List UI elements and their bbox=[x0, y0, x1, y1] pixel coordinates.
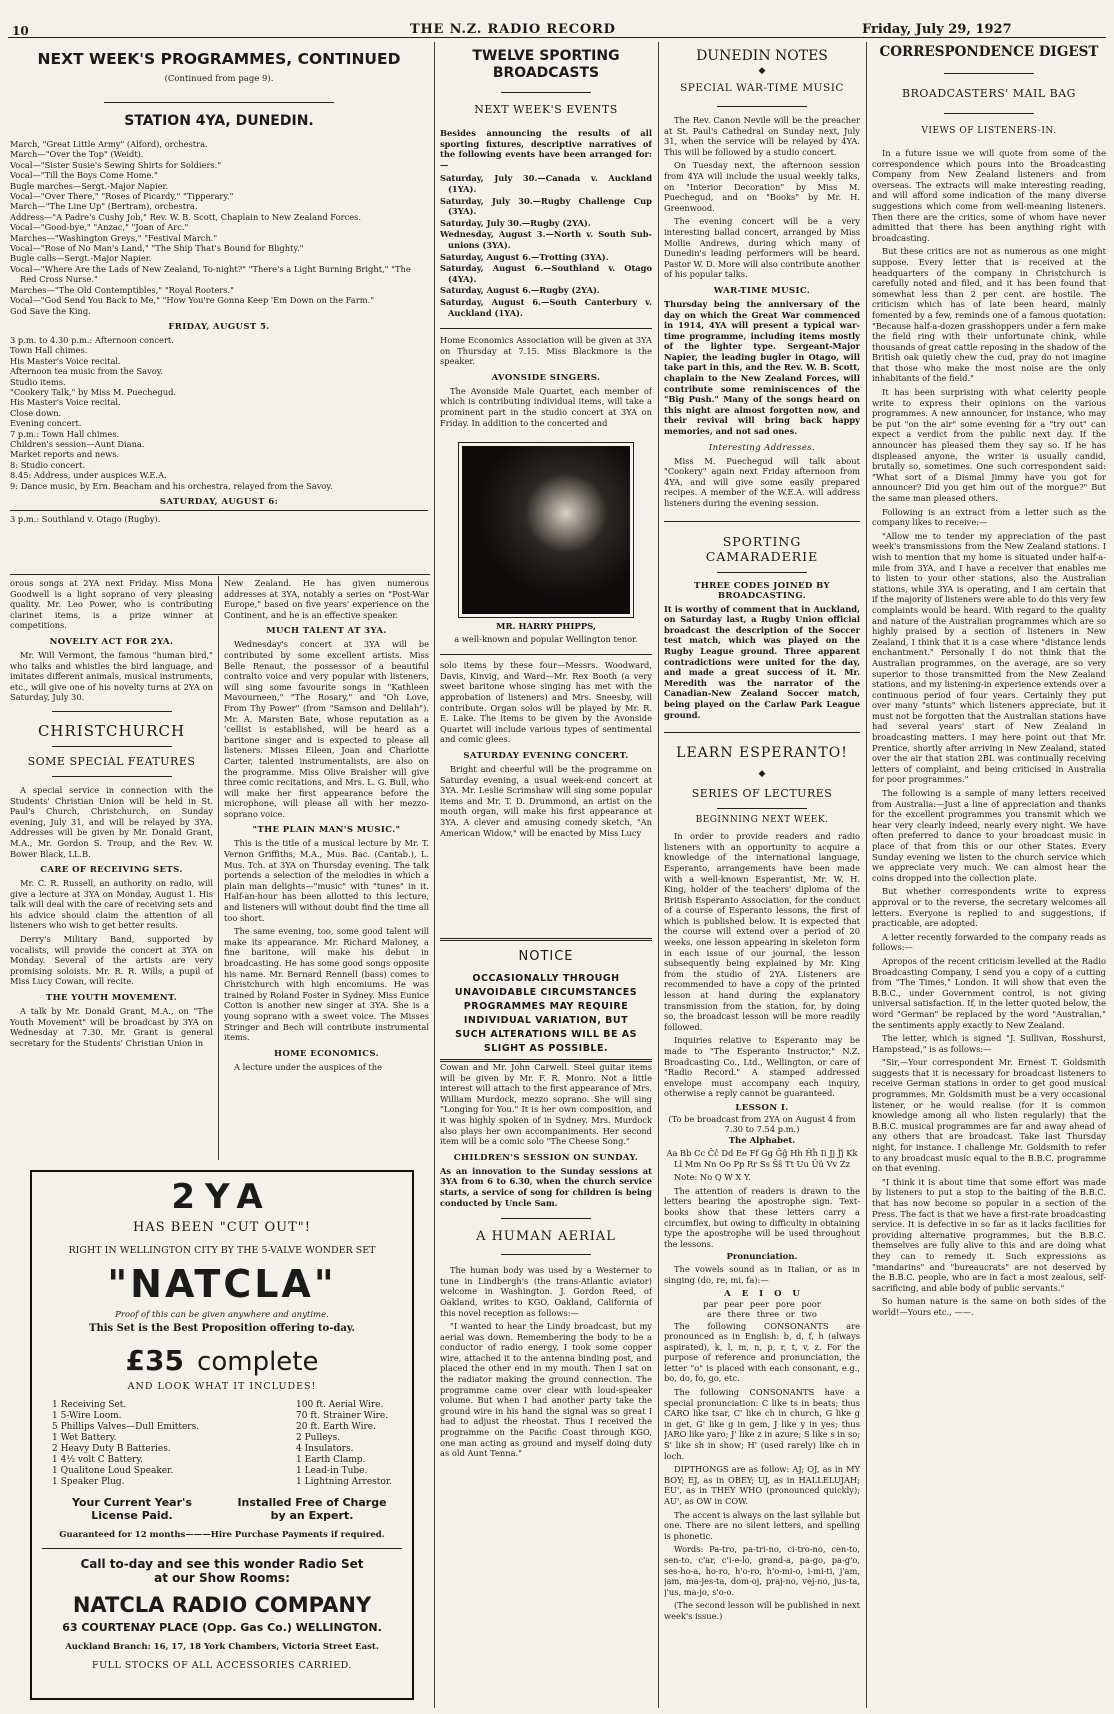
col1b-text: New Zealand. He has given numerous addresses at 3YA, notably a series on "Post-War Europe," based on five years' experience on the Continent, and he is an effective speaker. bbox=[224, 578, 429, 620]
correspondence-heading: CORRESPONDENCE DIGEST bbox=[879, 44, 1099, 60]
ad-item: 1 Lightning Arrestor. bbox=[296, 1477, 392, 1487]
program-line: Vocal—"Where Are the Lads of New Zealand, To-night?" "There's a Light Burning Bright," "The Red Cross Nurse." bbox=[10, 263, 411, 285]
programmes-heading: NEXT WEEK'S PROGRAMMES, CONTINUED bbox=[37, 50, 401, 68]
diphthongs-text: DIPTHONGS are as follow: AJ; OJ, as in MY BOY; EJ, as in OBEY; UJ, as in HALLELUJAH; EU', as in THEY WHO (pronounced quickly); AU', as OW in COW. bbox=[664, 1464, 860, 1506]
program-line: Vocal—"God Send You Back to Me," "How You're Gonna Keep 'Em Down on the Farm." bbox=[10, 295, 375, 306]
esperanto-sub2: BEGINNING NEXT WEEK. bbox=[695, 815, 829, 826]
col1a-text: orous songs at 2YA next Friday. Miss Mona Goodwell is a light soprano of very pleasing quality. Mr. Leo Power, who is contributing clarinet items, is a prize winner at competitions. bbox=[10, 578, 213, 631]
friday-line: Studio items. bbox=[10, 376, 66, 387]
friday-line: Children's session—Aunt Diana. bbox=[10, 438, 145, 449]
sport-event: Saturday, August 6.—South Canterbury v. Auckland (1YA). bbox=[440, 296, 652, 318]
christchurch-text: A special service in connection with the Students' Christian Union will be held in St. Paul's Church, Christchurch, on Sunday evening, July 31, and will be relayed by 3YA. Addresses will be given by Mr. Donald Grant, M.A., Mr. Gordon S. Troup, and the Rev. W. Bower Black, LL.B. bbox=[10, 784, 213, 859]
program-line: Vocal—"Till the Boys Come Home." bbox=[10, 170, 158, 181]
consonants-1: The following CONSONANTS are pronounced as in English: b, d, f, h (always aspirated), k, l, m, n, p, r, t, v, z. For the purpose of reference and pronunciation, the letter "o" is placed with each consonant, e.g., bo, do, fo, go, etc. bbox=[664, 1320, 860, 1384]
program-line: Vocal—"Sister Susie's Sewing Shirts for Soldiers." bbox=[10, 159, 222, 170]
dunedin-p1: The Rev. Canon Nevile will be the preacher at St. Paul's Cathedral on Sunday next, July 31, when the service will be relayed by 4YA. This will be followed by a studio concert. bbox=[664, 115, 860, 157]
sport-event: Saturday, July 30.—Rugby Challenge Cup (3YA). bbox=[440, 195, 652, 217]
ad-item: 1 Receiving Set. bbox=[52, 1400, 127, 1410]
friday-line: Evening concert. bbox=[10, 418, 82, 429]
notice-heading: NOTICE bbox=[518, 949, 574, 964]
corr-p1: In a future issue we will quote from some of the correspondence which pours into the Broadcasting Company from New Zealand listeners and from overseas. The extracts will make interesting reading, and will afford some indication of the many diverse suggestions which come from well-meaning listeners. Then there are the critics, some of whom have never admitted that there has been anything right with broadcasting. bbox=[872, 148, 1106, 243]
program-line: God Save the King. bbox=[10, 305, 91, 316]
ad-item: 1 5-Wire Loom. bbox=[52, 1411, 122, 1421]
sport-event: Saturday, August 6.—Rugby (2YA). bbox=[440, 285, 600, 296]
program-line: Marches—"Washington Greys," "Festival March." bbox=[10, 232, 218, 243]
youth-heading: THE YOUTH MOVEMENT. bbox=[45, 993, 178, 1004]
sport-event: Saturday, August 6.—Trotting (3YA). bbox=[440, 251, 609, 262]
solo-items-text: solo items by these four—Messrs. Woodward, Davis, Kinvig, and Ward—Mr. Rex Booth (a very sweet baritone whose singing has met with the approbation of listeners) and Mrs. Sneesby, will contribute. Organ solos will be played by Mr. R. E. Lake. The items to be given by the Avonside Quartet will include various types of sentimental and comic glees. bbox=[440, 660, 652, 745]
saturday-line: 3 p.m.: Southland v. Otago (Rugby). bbox=[10, 514, 161, 524]
friday-line: Town Hall chimes. bbox=[10, 345, 88, 356]
ad-item: 2 Pulleys. bbox=[296, 1433, 341, 1443]
ad-guarantee: Guaranteed for 12 months———Hire Purchase Payments if required. bbox=[59, 1530, 385, 1540]
friday-line: 9: Dance music, by Ern. Beacham and his orchestra, relayed from the Savoy. bbox=[10, 480, 333, 491]
continued-note: (Continued from page 9). bbox=[164, 74, 274, 84]
program-line: Vocal—"Over There," "Roses of Picardy," "Tipperary." bbox=[10, 191, 234, 202]
mailbag-subheading: BROADCASTERS' MAIL BAG bbox=[902, 87, 1076, 100]
program-list bbox=[10, 139, 428, 316]
same-evening-text: The same evening, too, some good talent will make its appearance. Mr. Richard Maloney, a fine baritone, will make his debut in broadcasting. He has some good songs opposite his name. Mr. Bernard Rennell (bass) comes to Christchurch with high encomiums. He was trained by Roland Foster in Sydney. Miss Eunice Cotton is another new singer at 3YA. She is a young soprano with a sweet voice. The Misses Stringer and Bech will contribute instrumental items. bbox=[224, 926, 429, 1043]
ad-item: 5 Phillips Valves—Dull Emitters. bbox=[52, 1422, 200, 1432]
vowel-row-3: are there three or two bbox=[707, 1308, 817, 1319]
photo-frame bbox=[458, 442, 634, 618]
home-economics-heading: HOME ECONOMICS. bbox=[273, 1048, 380, 1059]
station-heading: STATION 4YA, DUNEDIN. bbox=[124, 113, 314, 129]
care-text: Mr. C. R. Russell, an authority on radio, will give a lecture at 3YA on Monday, August 1. His talk will deal with the care of receiving sets and his advice should claim the attention of all listeners who wish to get better results. bbox=[10, 878, 213, 931]
friday-line: "Cookery Talk," by Miss M. Puechegud. bbox=[10, 386, 177, 397]
program-line: Bugle marches—Sergt.-Major Napier. bbox=[10, 180, 169, 191]
alphabet-heading: The Alphabet. bbox=[728, 1135, 796, 1146]
program-line: Marches—"The Old Contemptibles," "Royal Rooters." bbox=[10, 284, 234, 295]
ad-address: 63 COURTENAY PLACE (Opp. Gas Co.) WELLINGTON. bbox=[62, 1621, 382, 1634]
sport-event: Saturday, July 30.—Rugby (2YA). bbox=[440, 217, 591, 228]
ad-item: 100 ft. Aerial Wire. bbox=[296, 1400, 384, 1410]
notice-text: OCCASIONALLY THROUGH UNAVOIDABLE CIRCUMSTANCES PROGRAMMES MAY REQUIRE INDIVIDUAL VARIATION, BUT SUCH ALTERATIONS WILL BE AS SLIGHT AS POSSIBLE. bbox=[454, 973, 638, 1054]
avonside-heading: AVONSIDE SINGERS. bbox=[491, 372, 601, 383]
camaraderie-subheading: THREE CODES JOINED BY BROADCASTING. bbox=[694, 580, 830, 601]
aerial-text: The human body was used by a Westerner to tune in Lindbergh's (the trans-Atlantic aviator) welcome in Washington. J. Gordon Reed, of Oakland, writes to KGO, Oakland, California of this novel reception as follows:— bbox=[440, 1265, 652, 1318]
christchurch-subheading: SOME SPECIAL FEATURES bbox=[27, 754, 196, 768]
masthead bbox=[0, 0, 1114, 38]
col4 bbox=[872, 42, 1106, 1704]
friday-heading: FRIDAY, AUGUST 5. bbox=[168, 321, 270, 332]
col1a bbox=[10, 578, 213, 1158]
aerial-heading: A HUMAN AERIAL bbox=[476, 1229, 616, 1245]
pronunciation-heading: Pronunciation. bbox=[726, 1252, 798, 1263]
ad-company: NATCLA RADIO COMPANY bbox=[72, 1593, 372, 1617]
ad-item: 2 Heavy Duty B Batteries. bbox=[52, 1444, 171, 1454]
ad-station: 2YA bbox=[171, 1177, 273, 1217]
derry-text: Derry's Military Band, supported by vocalists, will provide the concert at 3YA on Monday. Several of the artists are very promising soloists. Mr. R. R. Wills, a pupil of Miss Lucy Cowan, will recite. bbox=[10, 934, 213, 987]
photo-caption: a well-known and popular Wellington tenor. bbox=[454, 634, 638, 645]
saturday-concert-text: Bright and cheerful will be the programme on Saturday evening, a usual week-end concert at 3YA. Mr. Leslie Scrimshaw will sing some popular items and Mr. T. D. Drummond, an artist on the mouth organ, will make his first appearance at 3YA. A clever and amusing comedy sketch, "An American Widow," will be enacted by Miss Lucy bbox=[440, 764, 652, 838]
corr-p12: "I think it is about time that some effort was made by listeners to put a stop to the baiting of the B.B.C. that has now become so popular in a section of the Press. The fact is that we have a first-rate broadcasting service. It is defective in so far as it lacks facilities for providing alternative programmes, but the B.B.C. themselves are fully alive to this and are doing what they can to remedy it. Such expressions as "mandarins" and "bureaucrats" are not deserved by the B.B.C. people, who are in fact a most zealous, self-sacrificing, and able body of public servants." bbox=[872, 1176, 1106, 1293]
program-line: Address—"A Padre's Cushy Job," Rev. W. B. Scott, Chaplain to New Zealand Forces. bbox=[10, 211, 362, 222]
masthead-title: THE N.Z. RADIO RECORD bbox=[410, 22, 616, 37]
programmes-section bbox=[10, 42, 428, 572]
ad-item: 4 Insulators. bbox=[296, 1444, 354, 1454]
addresses-text: Miss M. Puechegud will talk about "Cookery" again next Friday afternoon from 4YA, and will give some easily prepared recipes. A member of the W.E.A. will address listeners during the evening session. bbox=[664, 455, 860, 508]
friday-line: 3 p.m. to 4.30 p.m.: Afternoon concert. bbox=[10, 334, 174, 345]
dunedin-p3: The evening concert will be a very interesting ballad concert, arranged by Miss Mollie Andrews, during which many of Dunedin's leading performers will be heard. Pastor W. D. More will also contribute another of his popular talks. bbox=[664, 216, 860, 280]
sport-event: Saturday, July 30.—Canada v. Auckland (1YA). bbox=[440, 173, 652, 194]
sporting-intro: Besides announcing the results of all sporting fixtures, descriptive narratives of the following events have been arranged for:— bbox=[440, 128, 652, 170]
ad-item: 1 Speaker Plug. bbox=[52, 1477, 125, 1487]
friday-line: 7 p.m.: Town Hall chimes. bbox=[10, 428, 120, 439]
plain-man-text: This is the title of a musical lecture by Mr. T. Vernon Griffiths, M.A., Mus. Bac. (Cantab.), L. Mus. Tch. at 3YA on Thursday evening. The talk portends a selection of the melodies in which a plain man delights—"music" with "tunes" in it. Half-an-hour has been allotted to this lecture, and listeners will without doubt find the time all too short. bbox=[224, 838, 429, 923]
accent-text: The accent is always on the last syllable but one. There are no silent letters, and spelling is phonetic. bbox=[664, 1509, 860, 1541]
ad-stocks: FULL STOCKS OF ALL ACCESSORIES CARRIED. bbox=[92, 1660, 352, 1671]
sport-event: Wednesday, August 3.—North v. South Sub-unions (3YA). bbox=[440, 229, 652, 250]
children-heading: CHILDREN'S SESSION ON SUNDAY. bbox=[453, 1152, 639, 1163]
children-text: As an innovation to the Sunday sessions at 3YA from 6 to 6.30, when the church service starts, a service of song for children is being conducted by Uncle Sam. bbox=[440, 1165, 652, 1208]
corr-p10: The letter, which is signed "J. Sullivan, Rosshurst, Hampstead," is as follows:— bbox=[872, 1033, 1106, 1054]
dunedin-subheading: SPECIAL WAR-TIME MUSIC bbox=[680, 82, 844, 94]
photo-caption-name: MR. HARRY PHIPPS, bbox=[496, 622, 596, 633]
friday-line: His Master's Voice recital. bbox=[10, 355, 121, 366]
sport-event: Saturday, August 6.—Southland v. Otago (4YA). bbox=[440, 263, 652, 284]
novelty-heading: NOVELTY ACT FOR 2YA. bbox=[49, 636, 174, 647]
page-number: 10 bbox=[12, 24, 29, 38]
youth-text: A talk by Mr. Donald Grant, M.A., on "The Youth Movement" will be broadcast by 3YA on Wednesday at 7.30. Mr. Grant is general secretary for the Students' Christian Union in bbox=[10, 1006, 213, 1048]
alphabet-text: Aa Bb Cc Ĉĉ Dd Ee Ff Gg Ĝĝ Hh Ĥĥ Ii Jj Ĵĵ Kk Ll Mm Nn Oo Pp Rr Ss Ŝŝ Tt Uu Ŭŭ Vv Zz bbox=[666, 1147, 858, 1169]
ad-item: 1 Earth Clamp. bbox=[296, 1455, 366, 1465]
ad-call: Call to-day and see this wonder Radio Set at our Show Rooms: bbox=[80, 1557, 364, 1585]
ad-auckland: Auckland Branch: 16, 17, 18 York Chambers, Victoria Street East. bbox=[65, 1642, 379, 1652]
program-line: March—"The Line Up" (Bertram), orchestra. bbox=[10, 201, 198, 212]
masthead-date: Friday, July 29, 1927 bbox=[862, 22, 1012, 37]
ad-item: 20 ft. Earth Wire. bbox=[296, 1422, 376, 1432]
friday-line: 8: Studio concert. bbox=[10, 459, 86, 470]
corr-p11: "Sir,—Your correspondent Mr. Ernest T. Goldsmith suggests that it is necessary for broadcast listeners to receive German stations in order to get good musical programmes. Mr. Goldsmith must be a very occasional listener, or he would realise (for it is common knowledge among all who listen regularly) that the B.B.C. musical programmes are far and away ahead of any others that are broadcast. Take last Thursday night, for instance. I challenge Mr. Goldsmith to refer to any broadcast music equal to the B.B.C. programme on that evening. bbox=[872, 1057, 1106, 1174]
ad-installed: Installed Free of Charge by an Expert. bbox=[237, 1496, 387, 1522]
corr-p9: Apropos of the recent criticism levelled at the Radio Broadcasting Company, I send you a copy of a cutting from "The Times," London. It will show that even the B.B.C., under Government control, is not giving universal satisfaction. If, in the letter quoted below, the word "German" be replaced by the word "Australian," the sentiments apply exactly to New Zealand. bbox=[872, 955, 1106, 1030]
program-line: Vocal—"Good-bye," "Anzac," "Joan of Arc." bbox=[10, 222, 189, 233]
words-text: Words: Pa-tro, pa-tri-no, ci-tro-no, cen-to, sen-to, c'ar, c'i-e-lo, grand-a, pa-go, pa-g'o, ses-ho-a, ho-ro, h'o-ro, h'o-mi-o, i-mi-ti, j'am, jam, ma-jes-ta, dom-oj, praj-no, vej-no, jus-ta, j'us, ma-jo, s'o-o. bbox=[664, 1544, 860, 1597]
program-line: Vocal—"Rose of No Man's Land," "The Ship That's Bound for Blighty." bbox=[10, 243, 304, 254]
friday-line: His Master's Voice recital. bbox=[10, 397, 121, 408]
natcla-advertisement bbox=[30, 1170, 414, 1700]
vowel-row-2: par pear peer pore poor bbox=[703, 1298, 821, 1309]
col2b bbox=[440, 1062, 652, 1704]
ad-licence: Your Current Year's License Paid. bbox=[72, 1496, 192, 1522]
plain-man-heading: "THE PLAIN MAN'S MUSIC." bbox=[252, 825, 401, 836]
corr-p7: But whether correspondents write to express approval or to the reverse, the secretary welcomes all letters. Everyone is replied to and suggestions, if practicable, are adopted. bbox=[872, 886, 1106, 929]
talent-heading: MUCH TALENT AT 3YA. bbox=[266, 626, 387, 637]
ad-brand: "NATCLA" bbox=[107, 1262, 337, 1306]
ad-look: AND LOOK WHAT IT INCLUDES! bbox=[127, 1381, 317, 1392]
dunedin-heading: DUNEDIN NOTES bbox=[696, 48, 828, 64]
friday-line: Market reports and news. bbox=[10, 449, 120, 460]
corr-p3: It has been surprising with what celerity people write to express their opinions on the various programmes. A new announcer, for instance, who may be put "on the air" some evening for a "try out" can expect a verdict from the public next day. If the announcer has pleased them they say so. If he has displeased anyone, the writer is usually candid, brutally so, sometimes. One such correspondent said: "What sort of a Dismal Jimmy have you got for announcer? Did you get him out of the morgue?" But the same man pleased others. bbox=[872, 387, 1106, 503]
col2b-text: Cowan and Mr. John Carwell. Steel guitar items will be given by Mr. F. R. Monro. Not a little interest will attach to the first appearance of Mrs. William Murdock, mezzo soprano. She will sing "Longing for You." It is her own composition, and it was highly spoken of in Sydney. Mrs. Murdock also plays her own accompaniments. Her second item will be a comic solo "The Cheese Song." bbox=[440, 1062, 652, 1147]
esperanto-subheading: SERIES OF LECTURES bbox=[691, 787, 833, 801]
events-list bbox=[440, 173, 652, 318]
program-line: Bugle calls—Sergt.-Major Napier. bbox=[10, 253, 152, 264]
home-economics-text: A lecture under the auspices of the bbox=[234, 1061, 383, 1072]
program-line: March—"Over the Top" (Weidt). bbox=[10, 149, 144, 160]
lesson-heading: LESSON I. bbox=[735, 1102, 789, 1113]
camaraderie-heading: SPORTING CAMARADERIE bbox=[705, 533, 819, 564]
vowel-row: A E I O U bbox=[724, 1288, 800, 1299]
ad-item: 1 Lead-in Tube. bbox=[296, 1466, 368, 1476]
corr-p5: "Allow me to tender my appreciation of the past week's transmissions from the New Zealand stations. I wish to mention that my home is situated under half-a-mile from 3YA, and I have a receiver that enables me to listen to your other stations, also the Australian stations, while 3YA is operating, and I am certain that if the majority of listeners were able to do this very few complaints would be heard. With regard to the quality and nature of the Australian programmes which are so highly praised by a section of listeners in New Zealand, I think that it is a case where "distance lends enchantment." Personally I do not think that the Australian programmes, on the average, are so very superior to those transmitted from the New Zealand stations, and my listening-in experience extends over a continuous period of four years. Certainly they put over many "stunts" which listeners appreciate, but it must not be forgotten that the Australian stations have had several years' start of New Zealand in broadcasting matters. I may here point out that Mr. Prentice, shortly after arriving in New Zealand, stated over the air that station 2BL was continually receiving letters of complaint, and being criticised in Australia for poor programmes." bbox=[872, 530, 1106, 785]
ad-complete: complete bbox=[197, 1347, 319, 1377]
consonants-2: The following CONSONANTS have a special pronunciation: C like ts in beats; thus CARO like tsar, C' like ch in church, G like g in get, G' like g in gem, J like y in yes; thus JARO like yaro; J' like z in azure; S like s in so; S' like sh in show; H' (used rarely) like ch in loch. bbox=[664, 1387, 860, 1461]
sporting-heading: TWELVE SPORTING BROADCASTS bbox=[472, 48, 620, 81]
corr-p2: But these critics are not as numerous as one might suppose. Every letter that is received at the headquarters of the company in Christchurch is carefully noted and filed, and it has been found that somewhat less than 2 per cent. are hostile. The criticism which has of late been heard, mainly fomented by a few, reminds one of a famous quotation: "Because half-a-dozen grasshoppers under a fern make the field ring with their unfortunate chink, while thousands of great cattle reposing in the shadow of the British oak quietly chew the cud, pray do not imagine that those who make the most noise are the only inhabitants of the field." bbox=[872, 246, 1106, 384]
portrait-photo bbox=[462, 446, 630, 614]
avonside-text: The Avonside Male Quartet, each member of which is contributing individual items, will take a prominent part in the studio concert at 3YA on Friday. In addition to the concerted and bbox=[440, 385, 652, 428]
corr-p4: Following is an extract from a letter such as the company likes to receive:— bbox=[872, 506, 1106, 528]
friday-line: 8.45: Address, under auspices W.E.A. bbox=[10, 470, 167, 481]
corr-p13: So human nature is the same on both sides of the world!—Yours etc., ——. bbox=[872, 1296, 1106, 1317]
friday-list bbox=[10, 335, 428, 491]
talent-text: Wednesday's concert at 3YA will be contributed by some excellent artists. Miss Belle Renaut, the possessor of a beautiful contralto voice and very popular with listeners, will sing some favourite songs in "Kathleen Mavourneen," "The Rosary," and "Oh Love, From Thy Power" (from "Samson and Delilah"). Mr. A. Marsten Bate, whose reputation as a 'cellist is established, will be heard as a baritone singer and is expected to please all listeners. Misses Eileen, Joan and Charlotte Carter, talented instrumentalists, are also on the programme. Miss Olive Braisher will give three comic recitations, and Mrs. L. G. Bull, who will make her first appearance before the microphone, will please all with her mezzo-soprano voice. bbox=[224, 639, 429, 819]
col1b bbox=[224, 578, 429, 1158]
lesson-subheading: (To be broadcast from 2YA on August 4 from 7.30 to 7.54 p.m.) bbox=[668, 1113, 856, 1134]
christchurch-heading: CHRISTCHURCH bbox=[37, 721, 186, 740]
aerial-quote: "I wanted to hear the Lindy broadcast, but my aerial was down. Remembering the body to be a conductor of radio energy, I took some copper wire, attached it to the antenna binding post, and placed the other end in my mouth. Then I sat on the radiator making the ground connection. The programme came over clear with loud-speaker volume. But when I had another party take the ground wire in his hand the signal was so great I had to adjust the rheostat. Thus I received the programme on the Pacific Coast through KGO, one man acting as ground and myself doing duty as old Aunt Tenna." bbox=[440, 1321, 652, 1459]
attention-text: The attention of readers is drawn to the letters bearing the apostrophe sign. Text-books show that these letters carry a circumflex, but owing to difficulty in obtaining type the apostrophe will be used throughout the lessons. bbox=[664, 1185, 860, 1249]
esperanto-heading: LEARN ESPERANTO! bbox=[676, 745, 848, 762]
esperanto-p2: Inquiries relative to Esperanto may be made to "The Esperanto Instructor," N.Z. Broadcasting Co., Ltd., Wellington, or care of "Radio Record." A stamped addressed envelope must accompany each inquiry, otherwise a reply cannot be guaranteed. bbox=[664, 1035, 860, 1099]
novelty-text: Mr. Will Vermont, the famous "human bird," who talks and whistles the bird language, and imitates different animals, musical instruments, etc., will give one of his novelty turns at 2YA on Saturday, July 30. bbox=[10, 649, 213, 703]
home-econ-text: Home Economics Association will be given at 3YA on Thursday at 7.15. Miss Blackmore is the speaker. bbox=[440, 335, 652, 367]
war-time-heading: WAR-TIME MUSIC. bbox=[713, 285, 811, 296]
ad-price: £35 bbox=[125, 1344, 184, 1377]
ad-right-in: RIGHT IN WELLINGTON CITY BY THE 5-VALVE WONDER SET bbox=[68, 1245, 376, 1256]
esperanto-p1: In order to provide readers and radio listeners with an opportunity to acquire a knowledge of the international language, Esperanto, arrangements have been made with a well-known Esperantist, Mr. W. H. King, holder of the teachers' diploma of the British Esperanto Association, for the conduct of a course of Esperanto lessons, the first of which is published below. It is expected that the course will extend over a period of 20 weeks, one lesson appearing in skeleton form in each issue of our journal, the lesson subsequently being explained by Mr. King from the studio of 2YA. Listeners are recommended to have a copy of the printed lesson at hand during the explanatory transmission from the station, for, by doing so, the broadcast lesson will be more readily followed. bbox=[664, 831, 860, 1032]
corr-p8: A letter recently forwarded to the company reads as follows:— bbox=[872, 931, 1106, 953]
views-subheading: VIEWS OF LISTENERS-IN. bbox=[921, 126, 1057, 136]
care-heading: CARE OF RECEIVING SETS. bbox=[40, 865, 183, 876]
col3: DUNEDIN NOTES ◆ SPECIAL WAR-TIME MUSIC The Rev. Canon Nevile will be the preacher at St. Paul's Cathedral on Sunday next, July 31, when the service will be relayed by 4YA. This will be followed by a studio concert. On Tuesday next, the afternoon session from 4YA will include the usual weekly talks, on "Interior Decoration" by Miss M. Puechegud, and on "Books" by Mr. H. Greenwood. The evening concert will be a very interesting ballad concert, arranged by Miss Mollie Andrews, during which many of Dunedin's leading performers will be heard. Pastor W. D. More will also contribute another of his popular talks. WAR-TIME MUSIC. Thursday being the anniversary of the day on which the Great War commenced in 1914, 4YA will present a typical war-time programme, including items mostly of the lighter type. Sergeant-Major Napier, the leading bugler in Otago, will take part in this, and the Rev. W. B. Scott, chaplain to the New Zealand Forces, will contribute some reminiscences of the "Big Push." Many of the songs heard on this night are almost forgotten now, and their revival will bring back happy memories, and not sad ones. Interesting Addresses. Miss M. Puechegud will talk about "Cookery" again next Friday afternoon from 4YA, and will give some easily prepared recipes. A member of the W.E.A. will address listeners during the evening session. SPORTING CAMARADERIE THREE CODES JOINED BY BROADCASTING. It is worthy of comment that in Auckland, on Saturday last, a Rugby Union official broadcast the description of the Soccer test match, which was played on the Rugby League ground. Three apparent contradictions were united for the day, and made a great success of it. Mr. Meredith was the narrator of the Canadian-New Zealand Soccer match, being played on the Carlaw Park League ground. LEARN ESPERANTO! ◆ SERIES OF LECTURES BEGINNING NEXT WEEK. In order to provide readers and radio listeners with an opportunity to acquire a knowledge of the international language, Esperanto, arrangements have been made with a well-known Esperantist, Mr. W. H. King, holder of the teachers' diploma of the British Esperanto Association, for the conduct of a course of Esperanto lessons, the first of which is published below. It is expected that the course will extend over a period of 20 weeks, one lesson appearing in skeleton form in each issue of our journal, the lesson subsequently being explained by Mr. King from the studio of 2YA. Listeners are recommended to have a copy of the printed lesson at hand during the explanatory transmission from the station, for, by doing so, the broadcast lesson will be more readily followed. Inquiries relative to Esperanto may be made to "The Esperanto Instructor," N.Z. Broadcasting Co., Ltd., Wellington, or care of "Radio Record." A stamped addressed envelope must accompany each inquiry, otherwise a reply cannot be guaranteed. LESSON I. (To be broadcast from 2YA on August 4 from 7.30 to 7.54 p.m.) The Alphabet. Aa Bb Cc Ĉĉ Dd Ee Ff Gg Ĝĝ Hh Ĥĥ Ii Jj Ĵĵ Kk Ll Mm Nn Oo Pp Rr Ss Ŝŝ Tt Uu Ŭŭ Vv Zz Note: No Q W X Y. The attention of readers is drawn to the letters bearing the apostrophe sign. Text-books show that these letters carry a circumflex, but owing to difficulty in obtaining type the apostrophe will be used throughout the lessons. Pronunciation. The vowels sound as in Italian, or as in singing (do, re, mi, fa):— A E I O U par pear peer pore poor are there three or two The following CONSONANTS are pronounced as in English: b, d, f, h (always aspirated), k, l, m, n, p, r, t, v, z. For the purpose of reference and pronunciation, the letter "o" is placed with each consonant, e.g., bo, do, fo, go, etc. The following CONSONANTS have a special pronunciation: C like ts in beats; thus CARO like tsar, C' like ch in church, G like g in get, G' like g in gem, J like y in yes; thus JARO like yaro; J' like z in azure; S like s in so; S' like sh in show; H' (used rarely) like ch in loch. DIPTHONGS are as follow: AJ; OJ, as in MY BOY; EJ, as in OBEY; UJ, as in HALLELUJAH; EU', as in THEY WHO (pronounced quickly); AU', as OW in COW. The accent is always on the last syllable but one. There are no silent letters, and spelling is phonetic. Words: Pa-tro, pa-tri-no, ci-tro-no, cen-to, sen-to, c'ar, c'i-e-lo, grand-a, pa-go, pa-g'o, ses-ho-a, ho-ro, h'o-ro, h'o-mi-o, i-mi-ti, j'am, jam, ma-jes-ta, dom-oj, praj-no, vej-no, jus-ta, j'us, ma-jo, s'o-o. (The second lesson will be published in next week's issue.) bbox=[664, 48, 860, 1621]
ad-item: 1 4½ volt C Battery. bbox=[52, 1455, 144, 1465]
friday-line: Close down. bbox=[10, 407, 62, 418]
war-time-text: Thursday being the anniversary of the day on which the Great War commenced in 1914, 4YA will present a typical war-time programme, including items mostly of the lighter type. Sergeant-Major Napier, the leading bugler in Otago, will take part in this, and the Rev. W. B. Scott, chaplain to the New Zealand Forces, will contribute some reminiscences of the "Big Push." Many of the songs heard on this night are almost forgotten now, and their revival will bring back happy memories, and not sad ones. bbox=[664, 298, 860, 437]
ad-item: 70 ft. Strainer Wire. bbox=[296, 1411, 389, 1421]
camaraderie-text: It is worthy of comment that in Auckland, on Saturday last, a Rugby Union official broadcast the description of the Soccer test match, which was played on the Rugby League ground. Three apparent contradictions were united for the day, and made a great success of it. Mr. Meredith was the narrator of the Canadian-New Zealand Soccer match, being played on the Carlaw Park League ground. bbox=[664, 603, 860, 720]
second-lesson-note: (The second lesson will be published in next week's issue.) bbox=[664, 1600, 860, 1621]
events-subheading: NEXT WEEK'S EVENTS bbox=[474, 103, 618, 116]
ad-item: 1 Wet Battery. bbox=[52, 1433, 117, 1443]
vowels-text: The vowels sound as in Italian, or as in singing (do, re, mi, fa):— bbox=[664, 1264, 860, 1285]
ad-best: This Set is the Best Proposition offering to-day. bbox=[89, 1323, 355, 1334]
addresses-heading: Interesting Addresses. bbox=[708, 442, 816, 453]
friday-line: Afternoon tea music from the Savoy. bbox=[10, 366, 163, 377]
program-line: March, "Great Little Army" (Alford), orchestra. bbox=[10, 139, 208, 149]
corr-p6: The following is a sample of many letters received from Australia:—Just a line of appreciation and thanks for the excellent programmes you transmit which we hear very clearly indeed, nearly every night. We have often preferred to dance to your broadcast music in place of that from this or our other States. Every Sunday evening we listen to the church service which we appreciate very much. We can almost hear the coins dropped into the collection plate. bbox=[872, 788, 1106, 883]
saturday-heading: SATURDAY, AUGUST 6: bbox=[159, 497, 279, 507]
ad-proof: Proof of this can be given anywhere and anytime. bbox=[115, 1310, 329, 1320]
notice-box bbox=[440, 938, 652, 1062]
alphabet-note: Note: No Q W X Y. bbox=[674, 1172, 752, 1183]
saturday-concert-heading: SATURDAY EVENING CONCERT. bbox=[463, 751, 629, 761]
ad-cut-out: HAS BEEN "CUT OUT"! bbox=[133, 1220, 311, 1235]
dunedin-p2: On Tuesday next, the afternoon session from 4YA will include the usual weekly talks, on "Interior Decoration" by Miss M. Puechegud, and on "Books" by Mr. H. Greenwood. bbox=[664, 160, 860, 213]
ad-items-right bbox=[296, 1400, 392, 1488]
ad-items-left bbox=[52, 1400, 199, 1488]
ad-item: 1 Qualitone Loud Speaker. bbox=[52, 1466, 174, 1476]
